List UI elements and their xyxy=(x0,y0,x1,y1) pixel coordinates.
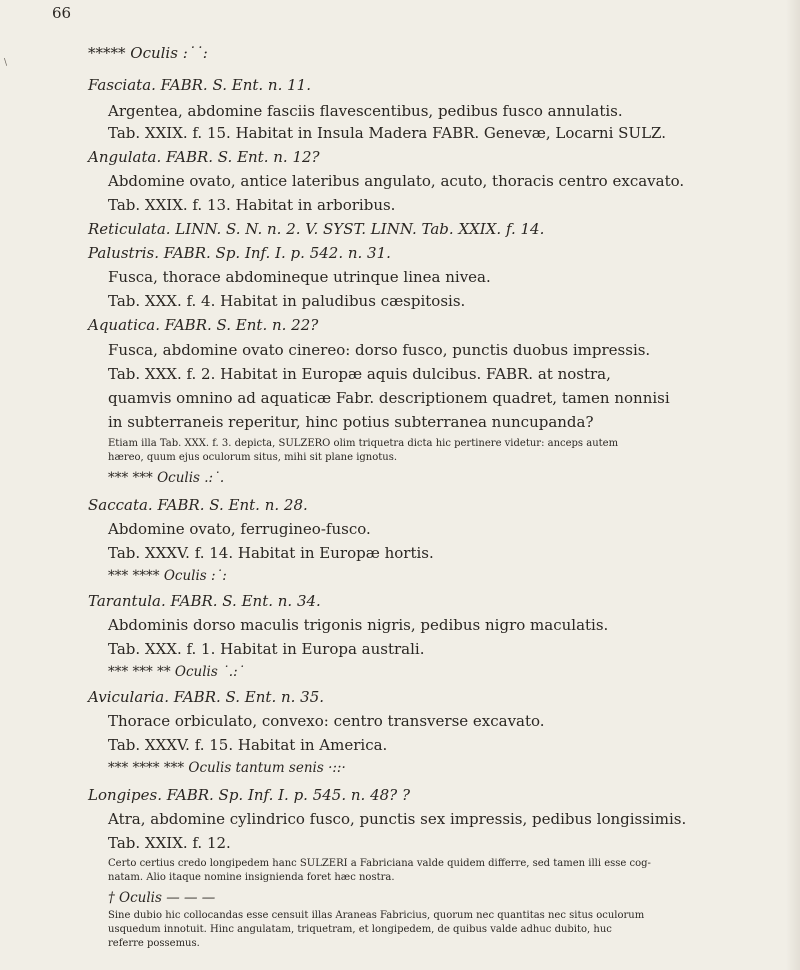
footnote-line: usquedum innotuit. Hinc angulatam, triquetram, et longipedem, de quibus valde adhuc dubito, huc xyxy=(108,924,612,935)
species-heading: Longipes. FABR. Sp. Inf. I. p. 545. n. 48? ? xyxy=(88,786,411,804)
species-heading: Reticulata. LINN. S. N. n. 2. V. SYST. LINN. Tab. XXIX. f. 14. xyxy=(88,220,545,238)
page-edge-shadow xyxy=(786,0,800,970)
commentary-line: quamvis omnino ad aquaticæ Fabr. descriptionem quadret, tamen nonnisi xyxy=(108,389,670,407)
species-heading: Fasciata. FABR. S. Ent. n. 11. xyxy=(88,76,311,94)
footnote-line: Sine dubio hic collocandas esse censuit illas Araneas Fabricius, quorum nec quantitas nec situs oculorum xyxy=(108,910,645,921)
footnote-line: Etiam illa Tab. XXX. f. 3. depicta, SULZERO olim triquetra dicta hic pertinere videtur: anceps autem xyxy=(108,438,619,449)
description-line: Abdomine ovato, ferrugineo-fusco. xyxy=(108,520,371,538)
species-heading: Saccata. FABR. S. Ent. n. 28. xyxy=(88,496,308,514)
footnote-line: referre possemus. xyxy=(108,938,200,949)
eye-pattern-heading: *** *** Oculis .:˙. xyxy=(108,470,225,486)
eye-pattern-heading: *** **** Oculis :˙: xyxy=(108,568,227,584)
species-heading: Palustris. FABR. Sp. Inf. I. p. 542. n. 31. xyxy=(88,244,391,262)
description-line: Fusca, abdomine ovato cinereo: dorso fusco, punctis duobus impressis. xyxy=(108,341,651,359)
reference-line: Tab. XXXV. f. 15. Habitat in America. xyxy=(108,736,388,754)
reference-line: Tab. XXIX. f. 12. xyxy=(108,834,231,852)
footnote-line: natam. Alio itaque nomine insignienda foret hæc nostra. xyxy=(108,872,395,883)
species-heading: Tarantula. FABR. S. Ent. n. 34. xyxy=(88,592,321,610)
reference-line: Tab. XXX. f. 2. Habitat in Europæ aquis dulcibus. FABR. at nostra, xyxy=(108,365,611,383)
commentary-line: in subterraneis reperitur, hinc potius subterranea nuncupanda? xyxy=(108,413,594,431)
description-line: Atra, abdomine cylindrico fusco, punctis sex impressis, pedibus longissimis. xyxy=(108,810,687,828)
description-line: Abdominis dorso maculis trigonis nigris, pedibus nigro maculatis. xyxy=(108,616,609,634)
description-line: Thorace orbiculato, convexo: centro transverse excavato. xyxy=(108,712,545,730)
description-line: Argentea, abdomine fasciis flavescentibus, pedibus fusco annulatis. xyxy=(108,102,623,120)
species-heading: Angulata. FABR. S. Ent. n. 12? xyxy=(88,148,320,166)
description-line: Abdomine ovato, antice lateribus angulato, acuto, thoracis centro excavato. xyxy=(108,172,685,190)
eye-pattern-heading: † Oculis — — — xyxy=(108,890,216,906)
species-heading: Aquatica. FABR. S. Ent. n. 22? xyxy=(88,316,319,334)
reference-line: Tab. XXXV. f. 14. Habitat in Europæ hortis. xyxy=(108,544,434,562)
reference-line: Tab. XXIX. f. 15. Habitat in Insula Madera FABR. Genevæ, Locarni SULZ. xyxy=(108,124,666,142)
footnote-line: Certo certius credo longipedem hanc SULZERI a Fabriciana valde quidem differre, sed tamen illi esse cog- xyxy=(108,858,651,869)
eye-pattern-heading: *** *** ** Oculis ˙.:˙ xyxy=(108,664,245,680)
reference-line: Tab. XXIX. f. 13. Habitat in arboribus. xyxy=(108,196,396,214)
eye-pattern-heading: *** **** *** Oculis tantum senis ·::· xyxy=(108,760,346,776)
species-heading: Avicularia. FABR. S. Ent. n. 35. xyxy=(88,688,325,706)
margin-mark: \ xyxy=(4,58,8,68)
reference-line: Tab. XXX. f. 4. Habitat in paludibus cæspitosis. xyxy=(108,292,466,310)
reference-line: Tab. XXX. f. 1. Habitat in Europa australi. xyxy=(108,640,425,658)
description-line: Fusca, thorace abdomineque utrinque linea nivea. xyxy=(108,268,491,286)
footnote-line: hæreo, quum ejus oculorum situs, mihi sit plane ignotus. xyxy=(108,452,398,463)
eye-pattern-heading: ***** Oculis :˙˙: xyxy=(88,44,208,62)
page-number: 66 xyxy=(52,4,72,22)
